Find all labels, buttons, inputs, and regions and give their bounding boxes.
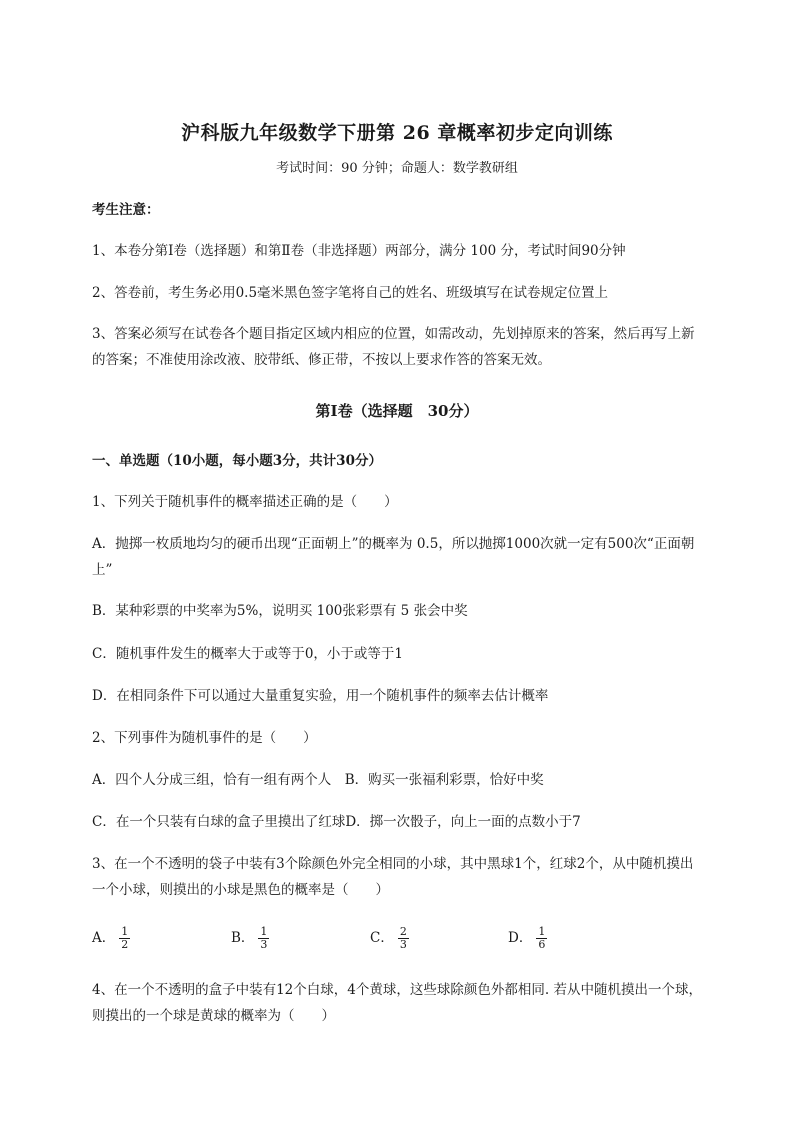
q1-option-c: C．随机事件发生的概率大于或等于0，小于或等于1	[92, 646, 404, 662]
q3-option-b-label: B．	[231, 930, 255, 946]
q3-option-d-fraction	[536, 926, 547, 951]
q3-option-c	[370, 926, 409, 951]
q1-option-a: A．抛掷一枚质地均匀的硬币出现“正面朝上”的概率为 0.5，所以抛掷1000次就一定有500次“正面朝上”	[92, 536, 695, 578]
q3-option-b-fraction	[258, 926, 269, 951]
q3-option-c-fraction	[398, 926, 409, 951]
notice-item-2: 2、答卷前，考生务必用0.5毫米黑色签字笔将自己的姓名、班级填写在试卷规定位置上	[92, 285, 609, 301]
denominator: 3	[260, 938, 268, 951]
numerator: 1	[538, 925, 546, 938]
q2-options-cd: C．在一个只装有白球的盒子里摸出了红球D．掷一次骰子，向上一面的点数小于7	[92, 814, 581, 830]
q1-option-d: D．在相同条件下可以通过大量重复实验，用一个随机事件的频率去估计概率	[92, 688, 549, 704]
q3-option-d	[508, 926, 547, 951]
q4-stem: 4、在一个不透明的盒子中装有12个白球，4个黄球，这些球除颜色外都相同. 若从中随机摸出一个球，则摸出的一个球是黄球的概率为（ ）	[92, 982, 702, 1024]
numerator: 2	[399, 925, 407, 938]
part-heading: 一、单选题（10小题，每小题3分，共计30分）	[92, 453, 382, 469]
q3-option-a-fraction	[119, 926, 130, 951]
denominator: 3	[399, 938, 407, 951]
q3-option-b	[231, 926, 269, 951]
section-title: 第Ⅰ卷（选择题 30分）	[315, 402, 479, 420]
q3-option-a-label: A．	[92, 930, 116, 946]
exam-subtitle: 考试时间：90 分钟；命题人：数学教研组	[276, 161, 518, 176]
q3-stem: 3、在一个不透明的袋子中装有3个除颜色外完全相同的小球，其中黑球1个，红球2个，从中随机摸出一个小球，则摸出的小球是黑色的概率是（ ）	[92, 856, 694, 898]
exam-title: 沪科版九年级数学下册第 26 章概率初步定向训练	[181, 122, 613, 144]
q2-stem: 2、下列事件为随机事件的是（ ）	[92, 730, 317, 746]
q3-option-d-label: D．	[508, 930, 533, 946]
denominator: 6	[538, 938, 546, 951]
notice-item-1: 1、本卷分第Ⅰ卷（选择题）和第Ⅱ卷（非选择题）两部分，满分 100 分，考试时间90分钟	[92, 243, 626, 259]
q3-option-a	[92, 926, 130, 951]
q1-option-b: B．某种彩票的中奖率为5%，说明买 100张彩票有 5 张会中奖	[92, 603, 468, 619]
numerator: 1	[121, 925, 129, 938]
q2-options-ab: A．四个人分成三组，恰有一组有两个人 B．购买一张福利彩票，恰好中奖	[92, 772, 544, 788]
notice-heading: 考生注意：	[92, 202, 160, 218]
q3-option-c-label: C．	[370, 930, 394, 946]
q1-stem: 1、下列关于随机事件的概率描述正确的是（ ）	[92, 494, 398, 510]
denominator: 2	[121, 938, 129, 951]
notice-item-3: 3、答案必须写在试卷各个题目指定区域内相应的位置，如需改动，先划掉原来的答案，然后再写上新的答案；不准使用涂改液、胶带纸、修正带，不按以上要求作答的答案无效。	[92, 326, 695, 368]
numerator: 1	[260, 925, 268, 938]
